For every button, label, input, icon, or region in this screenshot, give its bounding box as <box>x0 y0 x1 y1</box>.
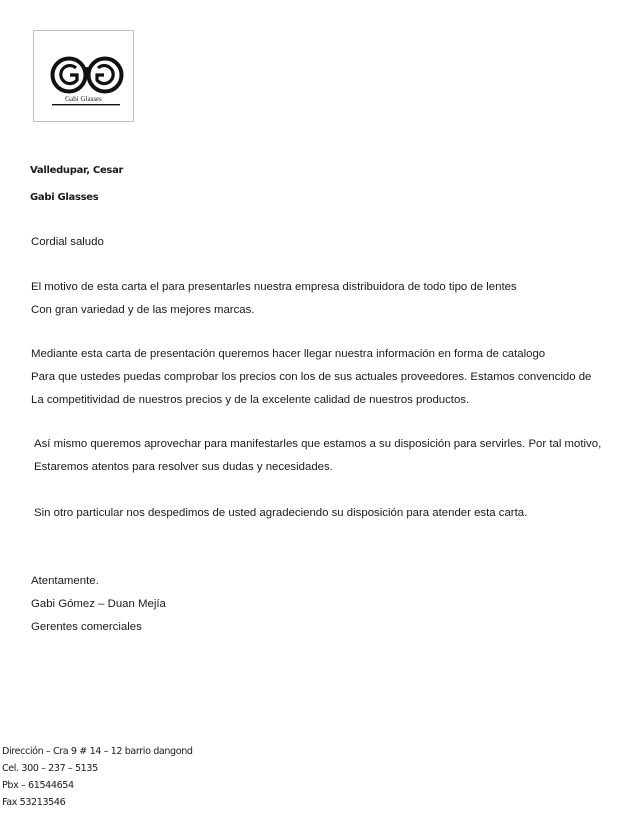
signatory-names: Gabi Gómez – Duan Mejía <box>31 598 166 610</box>
paragraph-3-line-2: Estaremos atentos para resolver sus dudas y necesidades. <box>34 461 333 473</box>
paragraph-2-line-2: Para que ustedes puedas comprobar los precios con los de sus actuales proveedores. Estamos convencido de <box>31 371 592 383</box>
paragraph-1-line-1: El motivo de esta carta el para presentarles nuestra empresa distribuidora de todo tipo de lentes <box>31 281 517 293</box>
paragraph-2-line-1: Mediante esta carta de presentación queremos hacer llegar nuestra información en forma de catalogo <box>31 348 546 360</box>
logo-caption: Gabi Glasses <box>65 95 102 103</box>
paragraph-1-line-2: Con gran variedad y de las mejores marcas. <box>31 304 255 316</box>
footer-pbx: Pbx – 61544654 <box>2 780 74 791</box>
paragraph-2-line-3: La competitividad de nuestros precios y de la excelente calidad de nuestros productos. <box>31 394 470 406</box>
paragraph-3-line-1: Así mismo queremos aprovechar para manifestarles que estamos a su disposición para servirles. Por tal motivo, <box>34 438 602 450</box>
footer-fax: Fax 53213546 <box>2 797 66 808</box>
city-line: Valledupar, Cesar <box>30 165 124 176</box>
company-line: Gabi Glasses <box>30 192 99 203</box>
footer-cel: Cel. 300 – 237 – 5135 <box>2 763 98 774</box>
company-logo <box>33 30 134 122</box>
footer-address: Dirección – Cra 9 # 14 – 12 barrio dangond <box>2 746 193 757</box>
glasses-logo-icon <box>34 31 135 123</box>
paragraph-4-line-1: Sin otro particular nos despedimos de usted agradeciendo su disposición para atender esta carta. <box>34 507 528 519</box>
signatory-role: Gerentes comerciales <box>31 621 142 633</box>
greeting: Cordial saludo <box>31 236 104 248</box>
sign-off: Atentamente. <box>31 575 99 587</box>
